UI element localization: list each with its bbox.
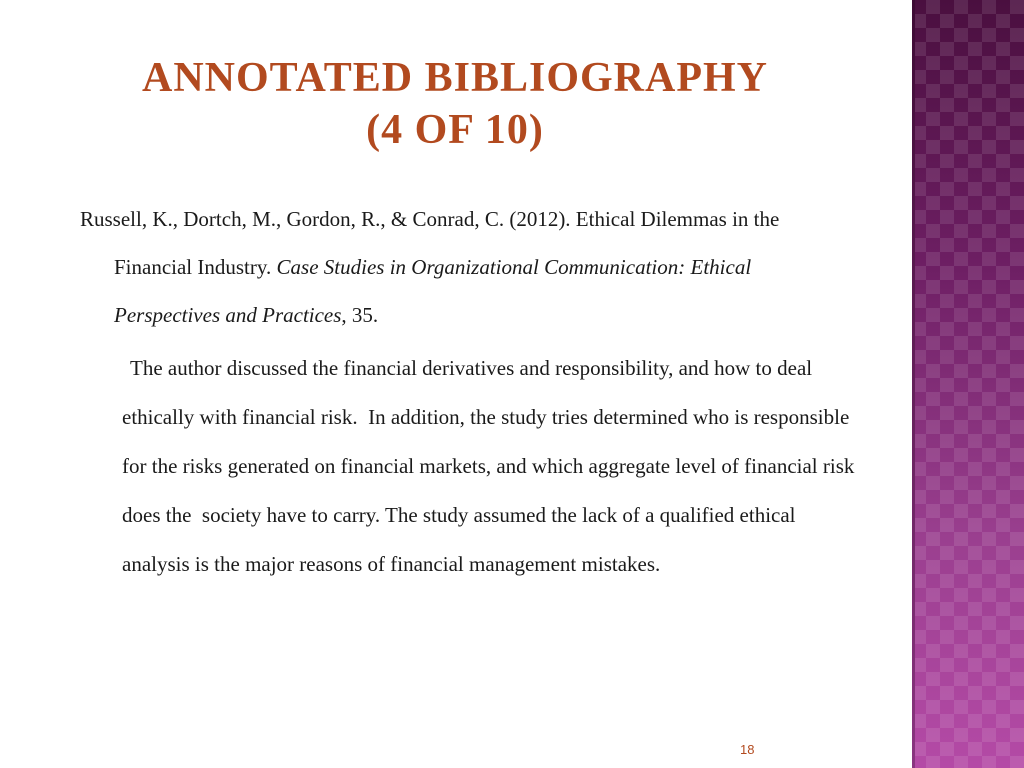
citation-authors-title: Russell, K., Dortch, M., Gordon, R., & Conrad, C. (2012). Ethical Dilemmas in the Financial Industry. [80,207,780,279]
slide-title-line2: (4 OF 10) [366,107,544,153]
slide-title [60,52,850,156]
citation-paragraph [80,195,860,339]
page-number: 18 [740,742,755,757]
decorative-side-band [912,0,1024,768]
citation-page: , 35. [341,303,379,327]
annotation-paragraph: The author discussed the financial derivatives and responsibility, and how to deal ethically with financial risk. In addition, the study tries determined who is responsible for the risks generated on financial markets, and which aggregate level of financial risk does the society have to carry. The study assumed the lack of a qualified ethical analysis is the major reasons of financial management mistakes. [122,356,860,576]
side-band-edge [912,0,915,768]
slide-title-line1: ANNOTATED BIBLIOGRAPHY [141,55,769,101]
citation-source: Case Studies in Organizational Communication: Ethical Perspectives and Practices [114,255,752,327]
